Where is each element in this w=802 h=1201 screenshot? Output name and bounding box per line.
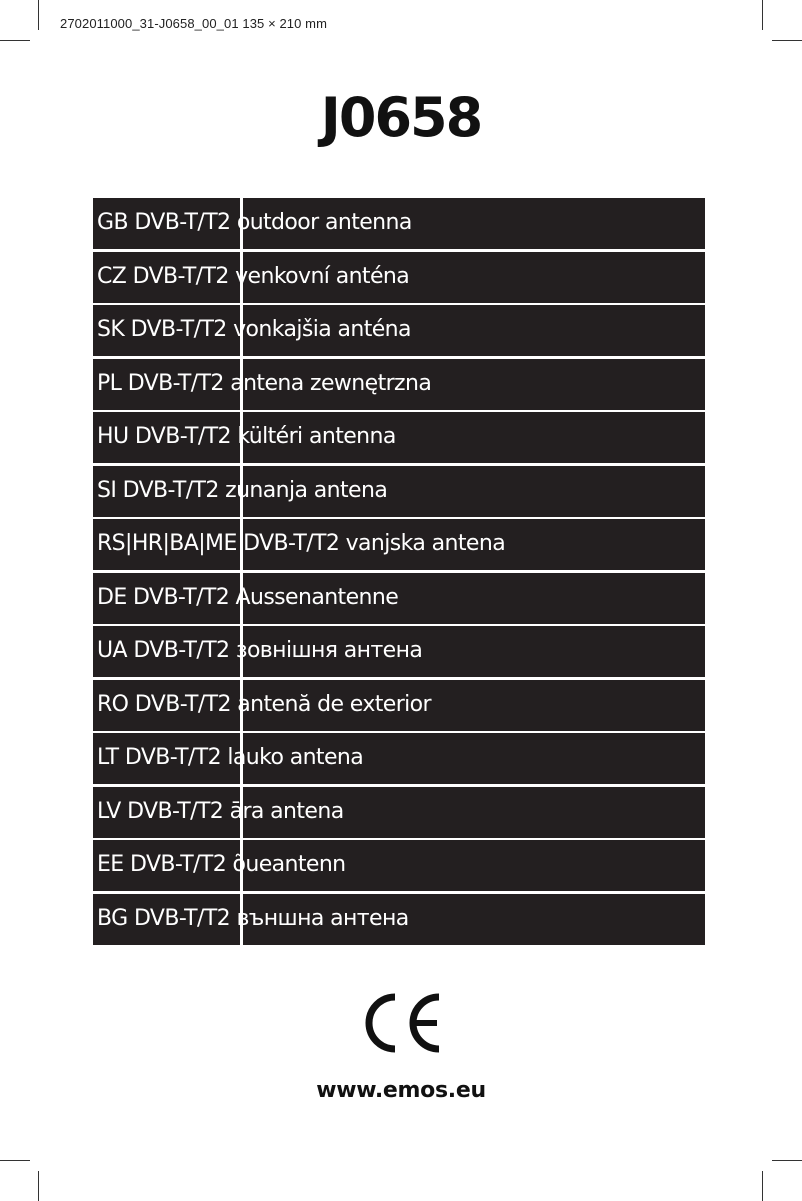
language-row — [93, 787, 705, 838]
crop-mark-top-left-vertical — [38, 0, 39, 30]
language-row-text: PL DVB-T/T2 antena zewnętrzna — [97, 370, 432, 396]
language-row — [93, 519, 705, 570]
language-row — [93, 840, 705, 891]
language-row-text: UA DVB-T/T2 зовнішня антена — [97, 638, 423, 663]
language-row — [93, 359, 705, 410]
language-row-text: RO DVB-T/T2 antenă de exterior — [97, 691, 431, 717]
language-row — [93, 198, 705, 249]
website-link[interactable]: www.emos.eu — [316, 1078, 486, 1103]
language-row — [93, 466, 705, 517]
crop-mark-bottom-right-vertical — [762, 1171, 763, 1201]
language-row-text: RS|HR|BA|ME DVB-T/T2 vanjska antena — [97, 531, 506, 556]
language-row — [93, 733, 705, 784]
crop-mark-top-left-horizontal — [0, 40, 30, 41]
language-row-text: LT DVB-T/T2 lauko antena — [97, 745, 364, 770]
crop-mark-top-right-vertical — [762, 0, 763, 30]
language-row — [93, 680, 705, 731]
language-row — [93, 626, 705, 677]
language-row — [93, 894, 705, 945]
language-row-text: SI DVB-T/T2 zunanja antena — [97, 477, 388, 503]
product-code-title: J0658 — [320, 86, 482, 149]
language-table — [93, 198, 705, 947]
language-row-text: HU DVB-T/T2 kültéri antenna — [97, 424, 396, 449]
language-row-text: DE DVB-T/T2 Aussenantenne — [97, 584, 399, 610]
language-row — [93, 573, 705, 624]
ce-mark-c-shape — [369, 997, 395, 1049]
language-row — [93, 305, 705, 356]
print-info: 2702011000_31-J0658_00_01 135 × 210 mm — [60, 16, 328, 31]
crop-mark-bottom-left-vertical — [38, 1171, 39, 1201]
language-row-text: LV DVB-T/T2 āra antena — [97, 798, 344, 824]
language-row-text: CZ DVB-T/T2 venkovní anténa — [97, 263, 410, 289]
language-row — [93, 252, 705, 303]
crop-mark-top-right-horizontal — [772, 40, 802, 41]
language-row-text: BG DVB-T/T2 външна антена — [97, 905, 409, 931]
language-row-text: GB DVB-T/T2 outdoor antenna — [97, 210, 412, 235]
language-row-text: EE DVB-T/T2 õueantenn — [97, 852, 346, 877]
crop-mark-bottom-left-horizontal — [0, 1160, 30, 1161]
crop-mark-bottom-right-horizontal — [772, 1160, 802, 1161]
language-row — [93, 412, 705, 463]
ce-mark-icon — [361, 993, 441, 1053]
language-row-text: SK DVB-T/T2 vonkajšia anténa — [97, 317, 411, 342]
